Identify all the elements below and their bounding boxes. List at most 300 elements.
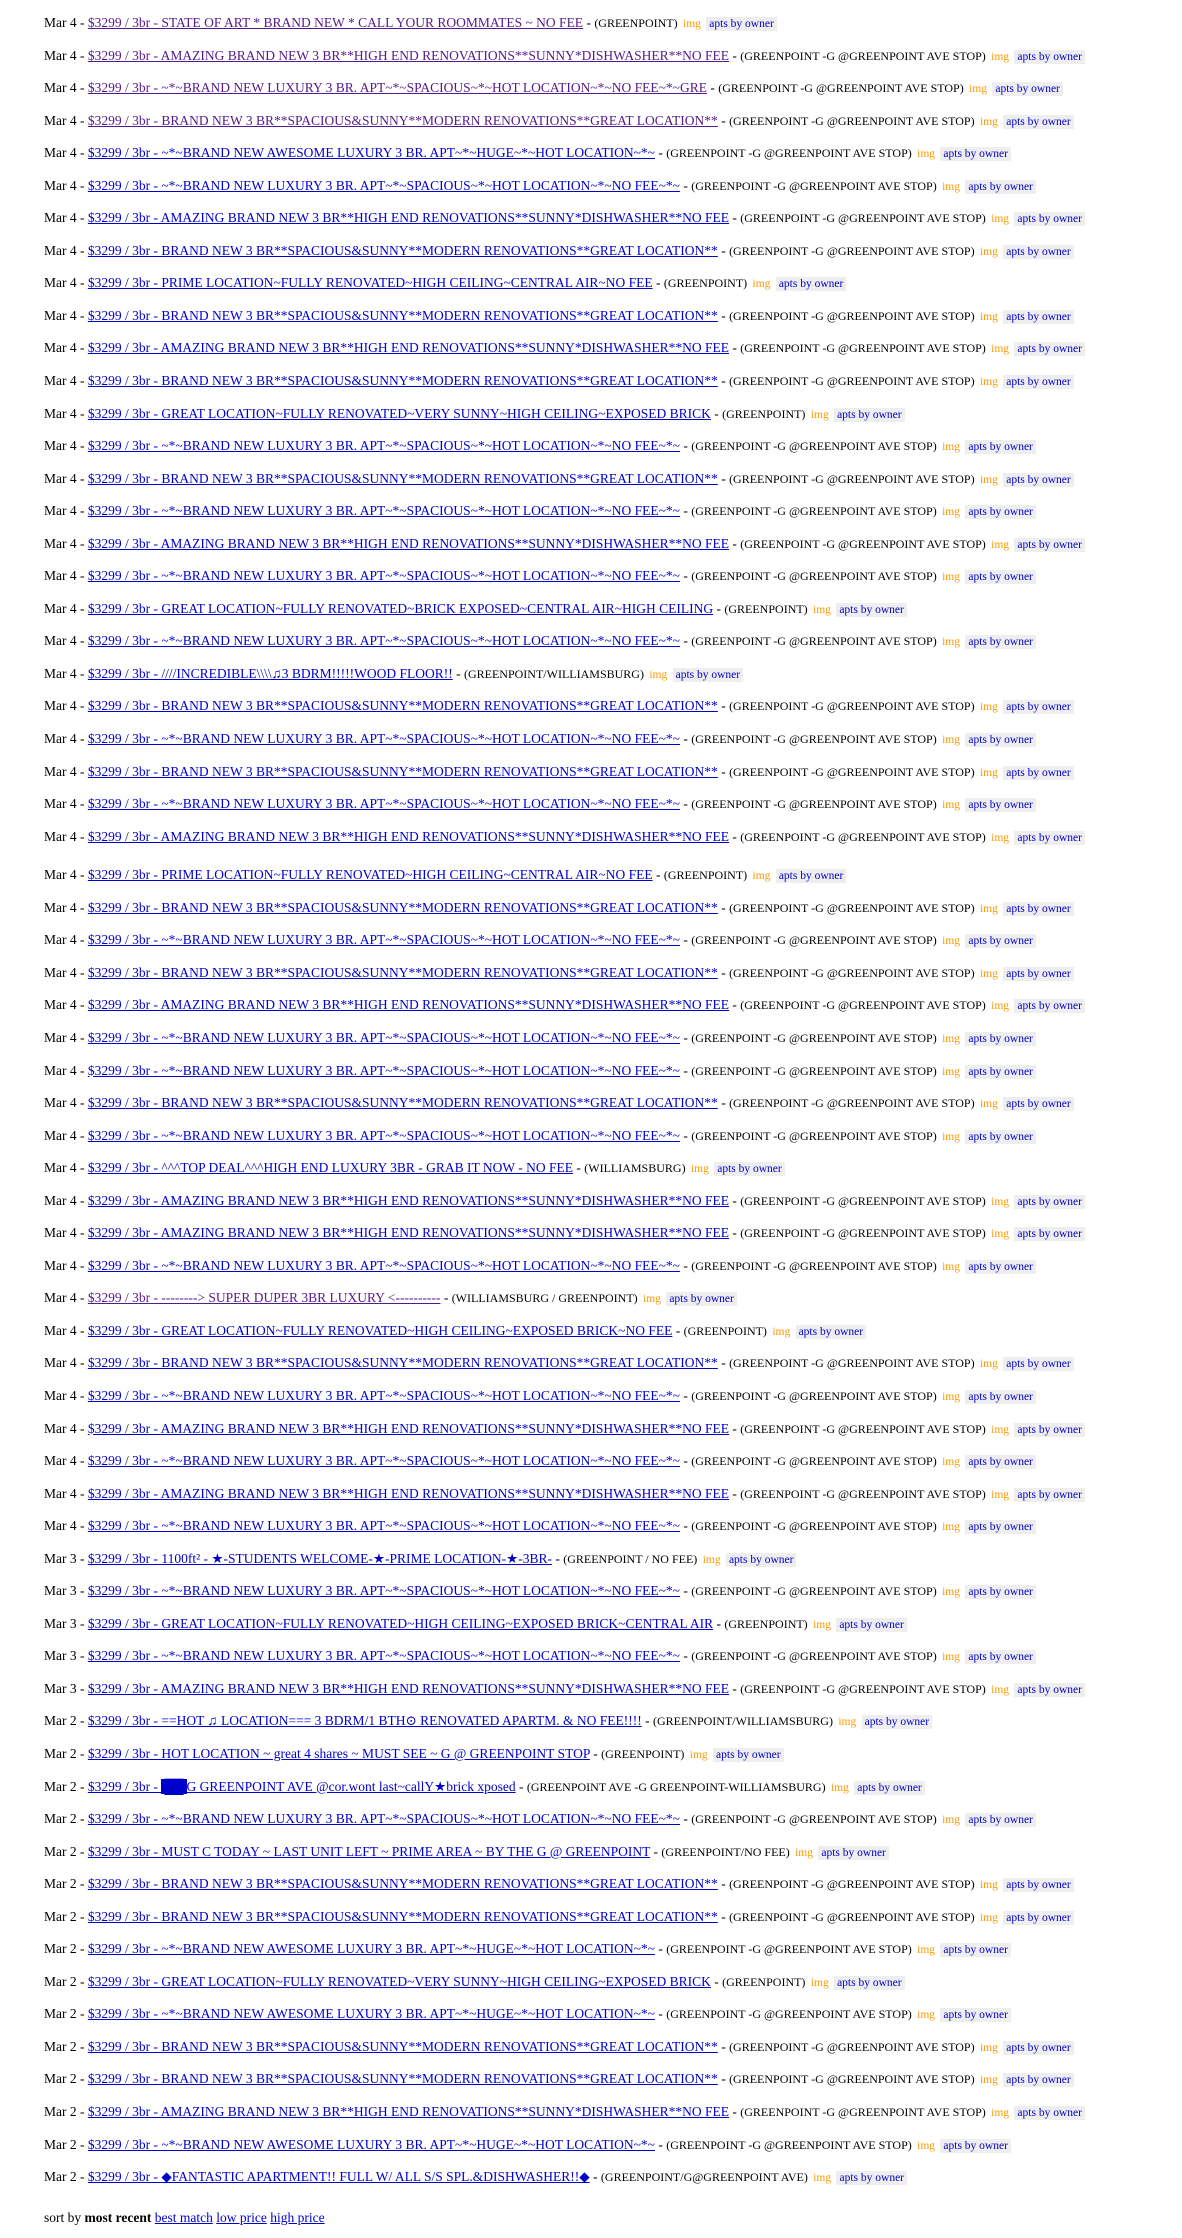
image-tag: img: [991, 1488, 1010, 1501]
separator: -: [76, 1778, 88, 1794]
separator: -: [76, 373, 88, 389]
separator: -: [652, 867, 664, 883]
listing-title-link[interactable]: $3299 / 3br - AMAZING BRAND NEW 3 BR**HIGH END RENOVATIONS**SUNNY*DISHWASHER**NO FEE: [87, 1485, 730, 1501]
listing-title-link[interactable]: $3299 / 3br - BRAND NEW 3 BR**SPACIOUS&SUNNY**MODERN RENOVATIONS**GREAT LOCATION**: [87, 698, 718, 714]
category-tag-link[interactable]: apts by owner: [1003, 2041, 1074, 2055]
listing-date: Mar 4: [44, 405, 77, 421]
image-tag: img: [942, 935, 960, 948]
listing-location: (GREENPOINT -G @GREENPOINT AVE STOP): [740, 1421, 986, 1436]
listing-title-link[interactable]: $3299 / 3br - AMAZING BRAND NEW 3 BR**HIGH END RENOVATIONS**SUNNY*DISHWASHER**NO FEE: [87, 47, 730, 63]
listing-row: [44, 1973, 1174, 2006]
listing-title-link[interactable]: $3299 / 3br - AMAZING BRAND NEW 3 BR**HIGH END RENOVATIONS**SUNNY*DISHWASHER**NO FEE: [87, 1192, 730, 1208]
listing-row: [44, 405, 1174, 438]
separator: -: [717, 373, 730, 389]
listing-title-link[interactable]: $3299 / 3br - AMAZING BRAND NEW 3 BR**HIGH END RENOVATIONS**SUNNY*DISHWASHER**NO FEE: [87, 1420, 730, 1436]
category-tag-link[interactable]: apts by owner: [836, 603, 907, 617]
listing-date: Mar 4: [44, 763, 77, 779]
separator: -: [76, 1973, 88, 1989]
separator: -: [729, 47, 741, 63]
category-tag-link[interactable]: apts by owner: [965, 1520, 1036, 1534]
listing-row: [44, 1224, 1174, 1257]
listing-title-link[interactable]: $3299 / 3br - GREAT LOCATION~FULLY RENOVATED~HIGH CEILING~EXPOSED BRICK~NO FEE: [87, 1322, 673, 1338]
listing-location: (GREENPOINT -G @GREENPOINT AVE STOP): [666, 146, 912, 161]
sort-best-match-link[interactable]: best match: [154, 2210, 213, 2225]
category-tag-link[interactable]: apts by owner: [1014, 831, 1085, 845]
listing-title-link[interactable]: $3299 / 3br - ~*~BRAND NEW LUXURY 3 BR. APT~*~SPACIOUS~*~HOT LOCATION~*~NO FEE~*~GRE: [87, 80, 707, 96]
separator: -: [76, 1745, 88, 1761]
image-tag: img: [810, 1976, 829, 1989]
category-tag-link[interactable]: apts by owner: [1014, 1488, 1085, 1502]
image-tag: img: [942, 1065, 960, 1078]
listing-date: Mar 4: [44, 731, 77, 747]
category-tag-link[interactable]: apts by owner: [854, 1781, 925, 1795]
category-tag-link[interactable]: apts by owner: [965, 440, 1036, 454]
separator: -: [76, 568, 88, 584]
listing-title-link[interactable]: $3299 / 3br - ////INCREDIBLE\\\\♫3 BDRM!!!!!WOOD FLOOR!!: [87, 665, 453, 681]
category-tag-link[interactable]: apts by owner: [965, 733, 1036, 747]
separator: -: [679, 1811, 692, 1827]
separator: -: [679, 177, 692, 193]
image-tag: img: [979, 1879, 998, 1892]
category-tag-link[interactable]: apts by owner: [1014, 1195, 1085, 1209]
listing-title-link[interactable]: $3299 / 3br - ~*~BRAND NEW LUXURY 3 BR. APT~*~SPACIOUS~*~HOT LOCATION~*~NO FEE~*~: [87, 1387, 680, 1403]
listing-location: (GREENPOINT -G @GREENPOINT AVE STOP): [691, 1649, 937, 1664]
listing-date: Mar 4: [44, 1257, 77, 1273]
listing-title-link[interactable]: $3299 / 3br - AMAZING BRAND NEW 3 BR**HIGH END RENOVATIONS**SUNNY*DISHWASHER**NO FEE: [87, 997, 730, 1013]
category-tag-link[interactable]: apts by owner: [1003, 245, 1074, 259]
listing-title-link[interactable]: $3299 / 3br - BRAND NEW 3 BR**SPACIOUS&SUNNY**MODERN RENOVATIONS**GREAT LOCATION**: [87, 964, 718, 980]
sort-high-price-link[interactable]: high price: [270, 2210, 325, 2225]
listing-title-link[interactable]: $3299 / 3br - ~*~BRAND NEW LUXURY 3 BR. APT~*~SPACIOUS~*~HOT LOCATION~*~NO FEE~*~: [87, 633, 680, 649]
listing-title-link[interactable]: $3299 / 3br - ◆FANTASTIC APARTMENT!! FULL W/ ALL S/S SPL.&DISHWASHER!!◆: [87, 2169, 590, 2185]
listing-date: Mar 4: [44, 112, 77, 128]
listing-title-link[interactable]: $3299 / 3br - ~*~BRAND NEW AWESOME LUXURY 3 BR. APT~*~HUGE~*~HOT LOCATION~*~: [87, 2136, 655, 2152]
listing-location: (GREENPOINT -G @GREENPOINT AVE STOP): [740, 2105, 986, 2119]
image-tag: img: [810, 408, 829, 421]
category-tag-link[interactable]: apts by owner: [726, 1553, 797, 1567]
category-tag-link[interactable]: apts by owner: [965, 180, 1036, 194]
image-tag: img: [979, 473, 998, 486]
category-tag-link[interactable]: apts by owner: [834, 408, 905, 422]
listing-title-link[interactable]: $3299 / 3br - --------> SUPER DUPER 3BR LUXURY <----------: [87, 1290, 441, 1306]
category-tag-link[interactable]: apts by owner: [776, 277, 847, 291]
listing-location: (GREENPOINT -G @GREENPOINT AVE STOP): [691, 569, 937, 584]
listing-title-link[interactable]: $3299 / 3br - GREAT LOCATION~FULLY RENOVATED~HIGH CEILING~EXPOSED BRICK~CENTRAL AIR: [87, 1615, 714, 1631]
listing-row: [44, 242, 1174, 275]
category-tag-link[interactable]: apts by owner: [965, 934, 1036, 948]
listing-date: Mar 4: [44, 210, 77, 226]
category-tag-link[interactable]: apts by owner: [965, 1390, 1036, 1404]
image-tag: img: [942, 1456, 960, 1469]
category-tag-link[interactable]: apts by owner: [673, 668, 744, 682]
separator: -: [76, 2038, 88, 2054]
separator: -: [717, 470, 730, 486]
category-tag-link[interactable]: apts by owner: [965, 1260, 1036, 1274]
listing-location: (GREENPOINT -G @GREENPOINT AVE STOP): [666, 1942, 912, 1957]
listing-date: Mar 4: [44, 80, 77, 96]
category-tag-link[interactable]: apts by owner: [862, 1715, 933, 1729]
image-tag: img: [683, 18, 701, 30]
listing-title-link[interactable]: $3299 / 3br - ~*~BRAND NEW LUXURY 3 BR. APT~*~SPACIOUS~*~HOT LOCATION~*~NO FEE~*~: [87, 1062, 680, 1078]
listing-date: Mar 4: [44, 1290, 77, 1306]
listing-location: (GREENPOINT -G @GREENPOINT AVE STOP): [740, 1681, 986, 1696]
listing-title-link[interactable]: $3299 / 3br - ^^^TOP DEAL^^^HIGH END LUXURY 3BR - GRAB IT NOW - NO FEE: [87, 1160, 573, 1176]
separator: -: [717, 1355, 730, 1371]
listing-date: Mar 2: [44, 1811, 77, 1827]
category-tag-link[interactable]: apts by owner: [965, 1130, 1036, 1144]
category-tag-link[interactable]: apts by owner: [836, 1618, 907, 1632]
category-tag-link[interactable]: apts by owner: [1003, 967, 1074, 981]
sort-low-price-link[interactable]: low price: [216, 2210, 267, 2225]
listing-title-link[interactable]: $3299 / 3br - ~*~BRAND NEW LUXURY 3 BR. APT~*~SPACIOUS~*~HOT LOCATION~*~NO FEE~*~: [87, 438, 680, 454]
separator: -: [717, 964, 730, 980]
separator: -: [551, 1550, 564, 1566]
listing-location: (GREENPOINT -G @GREENPOINT AVE STOP): [729, 374, 975, 389]
listing-location: (GREENPOINT -G @GREENPOINT AVE STOP): [740, 536, 986, 551]
separator: -: [679, 633, 692, 649]
listing-title-link[interactable]: $3299 / 3br - ~*~BRAND NEW LUXURY 3 BR. APT~*~SPACIOUS~*~HOT LOCATION~*~NO FEE~*~: [87, 1257, 680, 1273]
sort-label: sort by: [44, 2210, 82, 2225]
separator: -: [706, 80, 719, 96]
listing-location: (GREENPOINT -G @GREENPOINT AVE STOP): [691, 439, 937, 454]
image-tag: img: [942, 180, 960, 193]
listing-location: (GREENPOINT -G @GREENPOINT AVE STOP): [740, 341, 986, 356]
listing-location: (GREENPOINT -G @GREENPOINT AVE STOP): [691, 1063, 937, 1078]
listing-location: (GREENPOINT -G @GREENPOINT AVE STOP): [691, 1584, 937, 1599]
listing-title-link[interactable]: $3299 / 3br - MUST C TODAY ~ LAST UNIT LEFT ~ PRIME AREA ~ BY THE G @ GREENPOINT: [87, 1843, 651, 1859]
image-tag: img: [979, 2041, 998, 2054]
listing-row: [44, 1843, 1174, 1876]
separator: -: [76, 1095, 88, 1111]
separator: -: [76, 405, 88, 421]
category-tag-link[interactable]: apts by owner: [1003, 1097, 1074, 1111]
category-tag-link[interactable]: apts by owner: [940, 2139, 1011, 2153]
category-tag-link[interactable]: apts by owner: [965, 1455, 1036, 1469]
listing-title-link[interactable]: $3299 / 3br - BRAND NEW 3 BR**SPACIOUS&SUNNY**MODERN RENOVATIONS**GREAT LOCATION**: [87, 1876, 718, 1892]
category-tag-link[interactable]: apts by owner: [834, 1976, 905, 1990]
listing-title-link[interactable]: $3299 / 3br - BRAND NEW 3 BR**SPACIOUS&SUNNY**MODERN RENOVATIONS**GREAT LOCATION**: [87, 2071, 718, 2087]
image-tag: img: [979, 1358, 998, 1371]
listing-title-link[interactable]: $3299 / 3br - ~*~BRAND NEW LUXURY 3 BR. APT~*~SPACIOUS~*~HOT LOCATION~*~NO FEE~*~: [87, 932, 680, 948]
listing-title-link[interactable]: $3299 / 3br - AMAZING BRAND NEW 3 BR**HIGH END RENOVATIONS**SUNNY*DISHWASHER**NO FEE: [87, 828, 730, 844]
category-tag-link[interactable]: apts by owner: [965, 1032, 1036, 1046]
listing-title-link[interactable]: $3299 / 3br - ~*~BRAND NEW LUXURY 3 BR. APT~*~SPACIOUS~*~HOT LOCATION~*~NO FEE~*~: [87, 1453, 680, 1469]
listing-row: [44, 1550, 1174, 1583]
separator: -: [76, 15, 88, 30]
listing-date: Mar 4: [44, 1453, 77, 1469]
listing-date: Mar 4: [44, 503, 77, 519]
image-tag: img: [942, 636, 960, 649]
category-tag-link[interactable]: apts by owner: [1003, 1878, 1074, 1892]
listing-row: [44, 899, 1174, 932]
listing-title-link[interactable]: $3299 / 3br - ~*~BRAND NEW AWESOME LUXURY 3 BR. APT~*~HUGE~*~HOT LOCATION~*~: [87, 145, 655, 161]
listing-row: [44, 1745, 1174, 1778]
listing-date: Mar 4: [44, 796, 77, 812]
category-tag-link[interactable]: apts by owner: [1014, 999, 1085, 1013]
category-tag-link[interactable]: apts by owner: [992, 82, 1063, 96]
separator: -: [679, 1029, 692, 1045]
listing-row: [44, 964, 1174, 997]
block-glyph-icon: ██: [161, 1779, 186, 1794]
separator: -: [76, 1550, 88, 1566]
category-tag-link[interactable]: apts by owner: [1014, 1423, 1085, 1437]
listing-title-link[interactable]: $3299 / 3br - 1100ft² - ★-STUDENTS WELCOME-★-PRIME LOCATION-★-3BR-: [87, 1550, 552, 1566]
image-tag: img: [830, 1781, 849, 1794]
listing-title-link[interactable]: $3299 / 3br - BRAND NEW 3 BR**SPACIOUS&SUNNY**MODERN RENOVATIONS**GREAT LOCATION**: [87, 307, 718, 323]
separator: -: [654, 2006, 667, 2022]
listing-location: (GREENPOINT -G @GREENPOINT AVE STOP): [691, 634, 937, 649]
listing-location: (GREENPOINT/WILLIAMSBURG): [463, 666, 644, 681]
listing-date: Mar 2: [44, 1908, 77, 1924]
listing-location: (GREENPOINT -G @GREENPOINT AVE STOP): [666, 2007, 912, 2022]
image-tag: img: [917, 148, 936, 161]
separator: -: [76, 1127, 88, 1143]
listing-row: [44, 47, 1174, 80]
listing-title-link[interactable]: $3299 / 3br - AMAZING BRAND NEW 3 BR**HIGH END RENOVATIONS**SUNNY*DISHWASHER**NO FEE: [87, 340, 730, 356]
listing-row: [44, 502, 1174, 535]
category-tag-link[interactable]: apts by owner: [1014, 342, 1085, 356]
separator: -: [717, 1876, 730, 1892]
image-tag: img: [991, 2107, 1010, 2119]
listing-date: Mar 2: [44, 1778, 77, 1794]
category-tag-link[interactable]: apts by owner: [1014, 538, 1085, 552]
category-tag-link[interactable]: apts by owner: [706, 17, 777, 31]
listing-date: Mar 4: [44, 997, 77, 1013]
listing-title-link[interactable]: $3299 / 3br - ~*~BRAND NEW AWESOME LUXURY 3 BR. APT~*~HUGE~*~HOT LOCATION~*~: [87, 1941, 655, 1957]
separator: -: [717, 242, 730, 258]
separator: -: [76, 1029, 88, 1045]
listing-date: Mar 4: [44, 633, 77, 649]
image-tag: img: [979, 902, 998, 915]
category-tag-link[interactable]: apts by owner: [836, 2171, 907, 2185]
image-tag: img: [917, 1944, 936, 1957]
category-tag-link[interactable]: apts by owner: [666, 1292, 737, 1306]
category-tag-link[interactable]: apts by owner: [965, 1650, 1036, 1664]
listing-location: (GREENPOINT/NO FEE): [661, 1844, 790, 1859]
image-tag: img: [991, 538, 1010, 551]
listing-title-link[interactable]: $3299 / 3br - BRAND NEW 3 BR**SPACIOUS&SUNNY**MODERN RENOVATIONS**GREAT LOCATION**: [87, 1355, 718, 1371]
listing-title-link[interactable]: $3299 / 3br - BRAND NEW 3 BR**SPACIOUS&SUNNY**MODERN RENOVATIONS**GREAT LOCATION**: [87, 112, 718, 128]
category-tag-link[interactable]: apts by owner: [713, 1748, 784, 1762]
image-tag: img: [979, 1911, 998, 1924]
separator: -: [452, 665, 464, 681]
separator: -: [76, 899, 88, 915]
listing-date: Mar 4: [44, 1387, 77, 1403]
image-tag: img: [942, 506, 960, 519]
listing-title-link[interactable]: $3299 / 3br - GREAT LOCATION~FULLY RENOVATED~VERY SUNNY~HIGH CEILING~EXPOSED BRICK: [87, 1973, 711, 1989]
category-tag-link[interactable]: apts by owner: [940, 1943, 1011, 1957]
listing-date: Mar 4: [44, 932, 77, 948]
category-tag-link[interactable]: apts by owner: [940, 2008, 1011, 2022]
listing-row: [44, 1192, 1174, 1225]
separator: -: [76, 1680, 88, 1696]
category-tag-link[interactable]: apts by owner: [1003, 2073, 1074, 2087]
category-tag-link[interactable]: apts by owner: [1003, 1357, 1074, 1371]
image-tag: img: [979, 245, 998, 258]
listing-title-link[interactable]: $3299 / 3br - AMAZING BRAND NEW 3 BR**HIGH END RENOVATIONS**SUNNY*DISHWASHER**NO FEE: [87, 2104, 730, 2119]
listing-title-link[interactable]: $3299 / 3br - PRIME LOCATION~FULLY RENOVATED~HIGH CEILING~CENTRAL AIR~NO FEE: [87, 867, 653, 883]
category-tag-link[interactable]: apts by owner: [965, 1813, 1036, 1827]
listing-title-link[interactable]: $3299 / 3br - BRAND NEW 3 BR**SPACIOUS&SUNNY**MODERN RENOVATIONS**GREAT LOCATION**: [87, 899, 718, 915]
separator: -: [76, 1713, 88, 1729]
listing-title-link[interactable]: $3299 / 3br - ==HOT ♫ LOCATION=== 3 BDRM/1 BTH⊙ RENOVATED APARTM. & NO FEE!!!!: [87, 1713, 642, 1729]
separator: -: [76, 1192, 88, 1208]
category-tag-link[interactable]: apts by owner: [1003, 902, 1074, 916]
listing-date: Mar 2: [44, 2071, 77, 2087]
category-tag-link[interactable]: apts by owner: [714, 1162, 785, 1176]
listing-location: (GREENPOINT -G @GREENPOINT AVE STOP): [740, 998, 986, 1013]
separator: -: [76, 1257, 88, 1273]
image-tag: img: [690, 1163, 709, 1176]
listing-title-link[interactable]: $3299 / 3br - ~*~BRAND NEW LUXURY 3 BR. APT~*~SPACIOUS~*~HOT LOCATION~*~NO FEE~*~: [87, 1811, 680, 1827]
category-tag-link[interactable]: apts by owner: [965, 570, 1036, 584]
listing-title-link[interactable]: $3299 / 3br - ~*~BRAND NEW LUXURY 3 BR. APT~*~SPACIOUS~*~HOT LOCATION~*~NO FEE~*~: [87, 731, 680, 747]
listing-title-link[interactable]: $3299 / 3br - BRAND NEW 3 BR**SPACIOUS&SUNNY**MODERN RENOVATIONS**GREAT LOCATION**: [87, 2038, 718, 2054]
listing-date: Mar 3: [44, 1680, 77, 1696]
listing-title-link[interactable]: $3299 / 3br - BRAND NEW 3 BR**SPACIOUS&SUNNY**MODERN RENOVATIONS**GREAT LOCATION**: [87, 1095, 718, 1111]
separator: -: [76, 275, 88, 291]
listing-title-link[interactable]: $3299 / 3br - ~*~BRAND NEW LUXURY 3 BR. APT~*~SPACIOUS~*~HOT LOCATION~*~NO FEE~*~: [87, 1029, 680, 1045]
image-tag: img: [991, 1683, 1010, 1696]
listing-title-link[interactable]: $3299 / 3br - AMAZING BRAND NEW 3 BR**HIGH END RENOVATIONS**SUNNY*DISHWASHER**NO FEE: [87, 1225, 730, 1241]
category-tag-link[interactable]: apts by owner: [1003, 310, 1074, 324]
separator: -: [679, 731, 692, 747]
listing-title-link[interactable]: $3299 / 3br - PRIME LOCATION~FULLY RENOVATED~HIGH CEILING~CENTRAL AIR~NO FEE: [87, 275, 653, 291]
category-tag-link[interactable]: apts by owner: [1014, 2106, 1085, 2120]
listing-title-link[interactable]: $3299 / 3br - AMAZING BRAND NEW 3 BR**HIGH END RENOVATIONS**SUNNY*DISHWASHER**NO FEE: [87, 210, 730, 226]
listing-title-link[interactable]: $3299 / 3br - ~*~BRAND NEW LUXURY 3 BR. APT~*~SPACIOUS~*~HOT LOCATION~*~NO FEE~*~: [87, 503, 680, 519]
listing-title-link[interactable]: $3299 / 3br - ~*~BRAND NEW LUXURY 3 BR. APT~*~SPACIOUS~*~HOT LOCATION~*~NO FEE~*~: [87, 568, 680, 584]
listing-location: (GREENPOINT -G @GREENPOINT AVE STOP): [691, 1812, 937, 1827]
category-tag-link[interactable]: apts by owner: [940, 147, 1011, 161]
listing-row: [44, 1485, 1174, 1518]
image-tag: img: [991, 1228, 1010, 1241]
listing-title-link[interactable]: $3299 / 3br - ~*~BRAND NEW LUXURY 3 BR. APT~*~SPACIOUS~*~HOT LOCATION~*~NO FEE~*~: [87, 1583, 680, 1599]
listing-row: [44, 632, 1174, 665]
listing-title-link[interactable]: $3299 / 3br - ~*~BRAND NEW LUXURY 3 BR. APT~*~SPACIOUS~*~HOT LOCATION~*~NO FEE~*~: [87, 177, 680, 193]
listing-date: Mar 2: [44, 1941, 77, 1957]
listing-row: [44, 2005, 1174, 2038]
image-tag: img: [942, 1651, 960, 1664]
listing-title-link[interactable]: $3299 / 3br - BRAND NEW 3 BR**SPACIOUS&SUNNY**MODERN RENOVATIONS**GREAT LOCATION**: [87, 373, 718, 389]
listing-location: (GREENPOINT -G @GREENPOINT AVE STOP): [691, 797, 937, 812]
category-tag-link[interactable]: apts by owner: [965, 1585, 1036, 1599]
listing-title-link[interactable]: [88, 1779, 516, 1794]
category-tag-link[interactable]: apts by owner: [1003, 1911, 1074, 1925]
listing-row: [44, 931, 1174, 964]
category-tag-link[interactable]: apts by owner: [1003, 700, 1074, 714]
separator: -: [515, 1778, 527, 1794]
listing-location: (GREENPOINT -G @GREENPOINT AVE STOP): [729, 1877, 975, 1892]
separator: -: [76, 600, 88, 616]
category-tag-link[interactable]: apts by owner: [1014, 1227, 1085, 1241]
listing-title-link[interactable]: $3299 / 3br - ~*~BRAND NEW AWESOME LUXURY 3 BR. APT~*~HUGE~*~HOT LOCATION~*~: [87, 2006, 655, 2022]
category-tag-link[interactable]: apts by owner: [1003, 115, 1074, 129]
listing-title-link[interactable]: $3299 / 3br - ~*~BRAND NEW LUXURY 3 BR. APT~*~SPACIOUS~*~HOT LOCATION~*~NO FEE~*~: [87, 796, 680, 812]
listing-row: [44, 112, 1174, 145]
listing-title-link[interactable]: $3299 / 3br - GREAT LOCATION~FULLY RENOVATED~BRICK EXPOSED~CENTRAL AIR~HIGH CEILING: [87, 600, 714, 616]
separator: -: [76, 438, 88, 454]
listing-title-link[interactable]: $3299 / 3br - ~*~BRAND NEW LUXURY 3 BR. APT~*~SPACIOUS~*~HOT LOCATION~*~NO FEE~*~: [87, 1127, 680, 1143]
listing-date: Mar 4: [44, 1192, 77, 1208]
listing-date: Mar 3: [44, 1550, 77, 1566]
image-tag: img: [991, 1000, 1010, 1013]
listing-title-link[interactable]: $3299 / 3br - ~*~BRAND NEW LUXURY 3 BR. APT~*~SPACIOUS~*~HOT LOCATION~*~NO FEE~*~: [87, 1518, 680, 1534]
listing-row: [44, 996, 1174, 1029]
listing-title-link[interactable]: $3299 / 3br - STATE OF ART * BRAND NEW * CALL YOUR ROOMMATES ~ NO FEE: [87, 15, 584, 30]
listing-title-link[interactable]: $3299 / 3br - AMAZING BRAND NEW 3 BR**HIGH END RENOVATIONS**SUNNY*DISHWASHER**NO FEE: [87, 1680, 730, 1696]
listing-row: [44, 2168, 1174, 2201]
separator: -: [729, 1192, 741, 1208]
category-tag-link[interactable]: apts by owner: [796, 1325, 867, 1339]
listing-date: Mar 3: [44, 1583, 77, 1599]
separator: -: [76, 763, 88, 779]
listing-location: (WILLIAMSBURG / GREENPOINT): [451, 1291, 638, 1306]
category-tag-link[interactable]: apts by owner: [965, 635, 1036, 649]
listing-row: [44, 828, 1174, 861]
image-tag: img: [991, 1423, 1010, 1436]
category-tag-link[interactable]: apts by owner: [1014, 212, 1085, 226]
category-tag-link[interactable]: apts by owner: [1014, 1683, 1085, 1697]
separator: -: [717, 698, 730, 714]
image-tag: img: [979, 967, 998, 980]
listing-row: [44, 144, 1174, 177]
listing-title-link[interactable]: $3299 / 3br - BRAND NEW 3 BR**SPACIOUS&SUNNY**MODERN RENOVATIONS**GREAT LOCATION**: [87, 242, 718, 258]
category-tag-link[interactable]: apts by owner: [818, 1846, 889, 1860]
listing-location: (GREENPOINT -G @GREENPOINT AVE STOP): [691, 933, 937, 948]
category-tag-link[interactable]: apts by owner: [965, 505, 1036, 519]
separator: -: [679, 1387, 692, 1403]
listing-location: (GREENPOINT -G @GREENPOINT AVE STOP): [740, 48, 986, 63]
separator: -: [729, 828, 741, 844]
separator: -: [679, 1648, 692, 1664]
listing-date: Mar 4: [44, 1160, 77, 1176]
separator: -: [76, 340, 88, 356]
listing-row: [44, 1289, 1174, 1322]
category-tag-link[interactable]: apts by owner: [965, 1065, 1036, 1079]
listing-title-link[interactable]: $3299 / 3br - BRAND NEW 3 BR**SPACIOUS&SUNNY**MODERN RENOVATIONS**GREAT LOCATION**: [87, 1908, 718, 1924]
listing-date: Mar 4: [44, 373, 77, 389]
separator: -: [440, 1290, 452, 1306]
category-tag-link[interactable]: apts by owner: [1003, 766, 1074, 780]
separator: -: [729, 1485, 741, 1501]
listing-title-link[interactable]: $3299 / 3br - BRAND NEW 3 BR**SPACIOUS&SUNNY**MODERN RENOVATIONS**GREAT LOCATION**: [87, 763, 718, 779]
listing-title-link[interactable]: $3299 / 3br - GREAT LOCATION~FULLY RENOVATED~VERY SUNNY~HIGH CEILING~EXPOSED BRICK: [87, 405, 711, 421]
listing-title-link[interactable]: $3299 / 3br - BRAND NEW 3 BR**SPACIOUS&SUNNY**MODERN RENOVATIONS**GREAT LOCATION**: [87, 470, 718, 486]
separator: -: [717, 1908, 730, 1924]
image-tag: img: [752, 870, 771, 883]
listing-location: (GREENPOINT -G @GREENPOINT AVE STOP): [729, 471, 975, 486]
listing-row: [44, 1875, 1174, 1908]
listing-location: (GREENPOINT -G @GREENPOINT AVE STOP): [729, 1356, 975, 1371]
separator: -: [679, 1583, 692, 1599]
category-tag-link[interactable]: apts by owner: [1003, 473, 1074, 487]
listing-location: (GREENPOINT -G @GREENPOINT AVE STOP): [729, 900, 975, 915]
category-tag-link[interactable]: apts by owner: [1003, 375, 1074, 389]
listing-title-link[interactable]: $3299 / 3br - AMAZING BRAND NEW 3 BR**HIGH END RENOVATIONS**SUNNY*DISHWASHER**NO FEE: [87, 535, 730, 551]
listing-location: (GREENPOINT -G @GREENPOINT AVE STOP): [666, 2137, 912, 2152]
listing-row: [44, 1680, 1174, 1713]
image-tag: img: [942, 1260, 960, 1273]
listing-title-link[interactable]: $3299 / 3br - HOT LOCATION ~ great 4 shares ~ MUST SEE ~ G @ GREENPOINT STOP: [87, 1745, 590, 1761]
category-tag-link[interactable]: apts by owner: [965, 798, 1036, 812]
listing-title-link[interactable]: $3299 / 3br - ~*~BRAND NEW LUXURY 3 BR. APT~*~SPACIOUS~*~HOT LOCATION~*~NO FEE~*~: [87, 1648, 680, 1664]
listing-date: Mar 4: [44, 177, 77, 193]
separator: -: [654, 2136, 667, 2152]
category-tag-link[interactable]: apts by owner: [776, 869, 847, 883]
category-tag-link[interactable]: apts by owner: [1014, 50, 1085, 64]
listing-location: (GREENPOINT -G @GREENPOINT AVE STOP): [729, 308, 975, 323]
